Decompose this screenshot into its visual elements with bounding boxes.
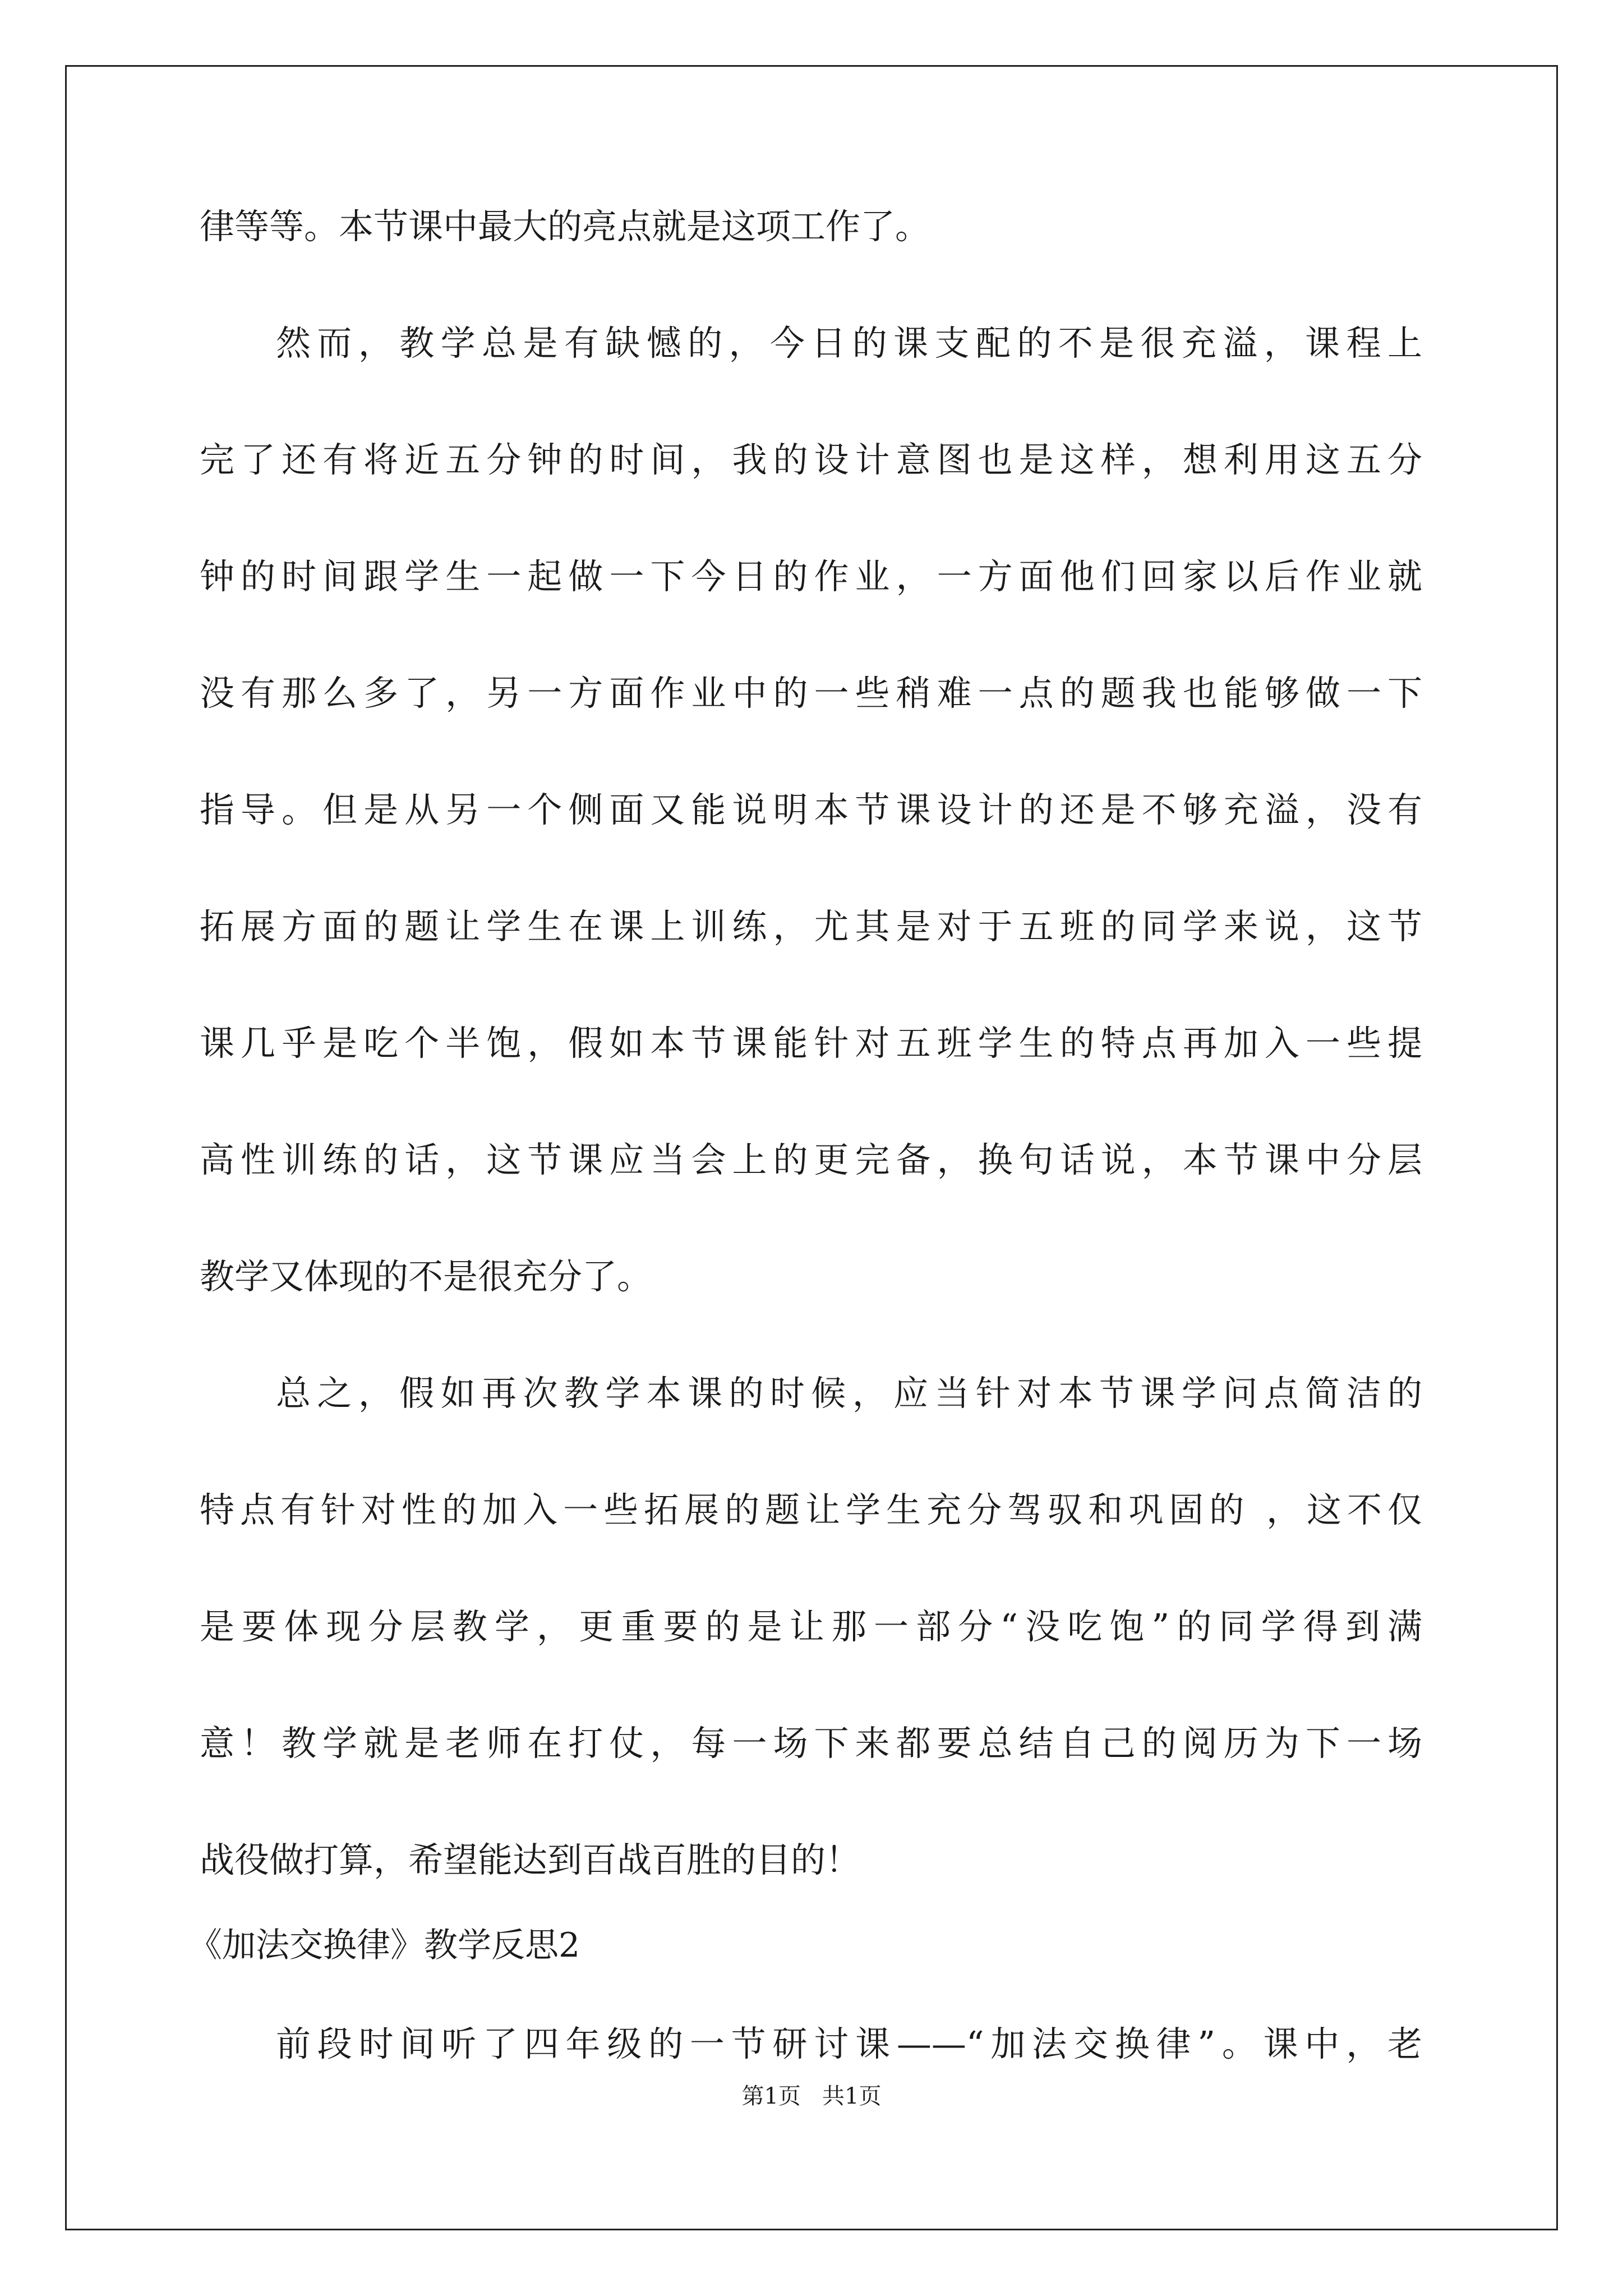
section-heading: 《加法交换律》教学反思2 <box>188 1926 580 1965</box>
text-line: 战役做打算，希望能达到百战百胜的目的！ <box>200 1839 861 1880</box>
paragraph-4 <box>200 2019 1422 2069</box>
paragraph-3 <box>200 1369 1422 1885</box>
text-line: 拓展方面的题让学生在课上训练，尤其是对于五班的同学来说，这节 <box>200 906 1422 947</box>
paragraph-2 <box>200 319 1422 1301</box>
text-line: 完了还有将近五分钟的时间，我的设计意图也是这样，想利用这五分 <box>200 439 1422 480</box>
text-line: 律等等。本节课中最大的亮点就是这项工作了。 <box>200 206 930 247</box>
text-line: 总之，假如再次教学本课的时候，应当针对本节课学问点简洁的 <box>276 1373 1422 1414</box>
text-line: 然而，教学总是有缺憾的，今日的课支配的不是很充溢，课程上 <box>276 323 1422 364</box>
text-line: 前段时间听了四年级的一节研讨课——“加法交换律”。课中，老 <box>276 2023 1422 2064</box>
text-line: 钟的时间跟学生一起做一下今日的作业，一方面他们回家以后作业就 <box>200 556 1422 597</box>
paragraph-1 <box>200 202 1422 251</box>
text-line: 课几乎是吃个半饱，假如本节课能针对五班学生的特点再加入一些提 <box>200 1023 1422 1064</box>
text-line: 特点有针对性的加入一些拓展的题让学生充分驾驭和巩固的 ，这不仅 <box>200 1489 1422 1530</box>
page-footer: 第1页 共1页 <box>741 2083 882 2109</box>
text-line: 教学又体现的不是很充分了。 <box>200 1256 652 1297</box>
text-line: 是要体现分层教学，更重要的是让那一部分“没吃饱”的同学得到满 <box>200 1606 1422 1647</box>
text-line: 指导。但是从另一个侧面又能说明本节课设计的还是不够充溢，没有 <box>200 789 1422 830</box>
text-line: 高性训练的话，这节课应当会上的更完备，换句话说，本节课中分层 <box>200 1139 1422 1180</box>
document-body <box>188 202 1422 2069</box>
text-line: 意！教学就是老师在打仗，每一场下来都要总结自己的阅历为下一场 <box>200 1723 1422 1764</box>
text-line: 没有那么多了，另一方面作业中的一些稍难一点的题我也能够做一下 <box>200 673 1422 714</box>
